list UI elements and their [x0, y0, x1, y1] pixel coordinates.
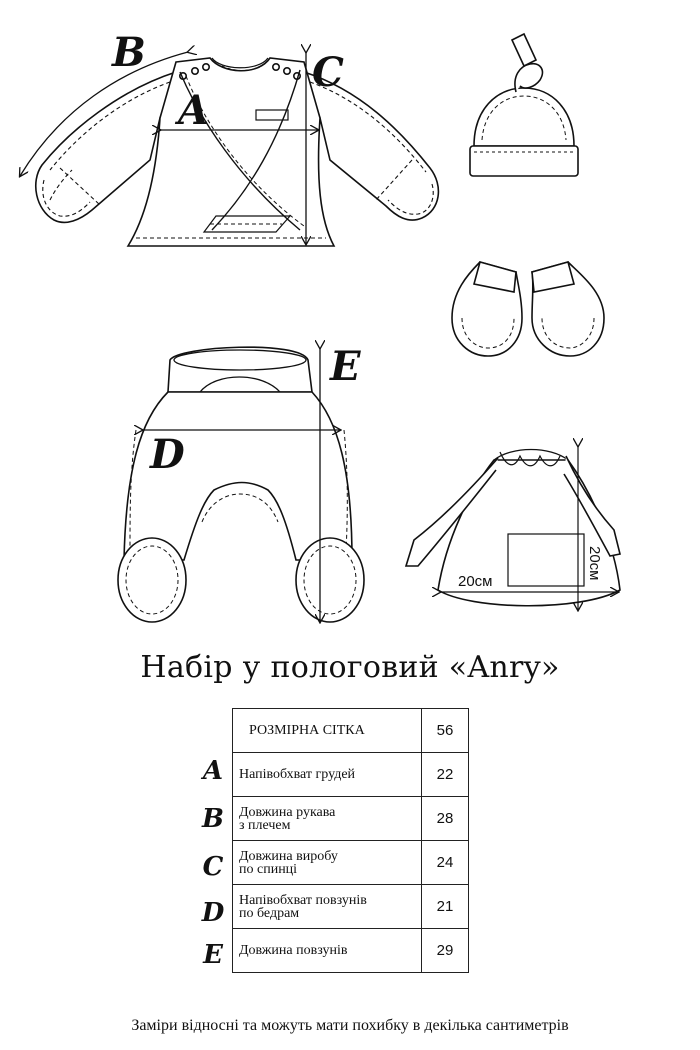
row-letter-c: C	[202, 852, 224, 882]
table-row	[233, 797, 469, 841]
pants-drawing	[118, 347, 364, 622]
row-label-line1: Напівобхват грудей	[239, 767, 356, 782]
table-header-row	[233, 709, 469, 753]
row-label	[233, 885, 422, 929]
row-label	[233, 797, 422, 841]
measure-label-c: C	[312, 49, 344, 96]
row-label-line1: Довжина виробу	[239, 848, 338, 864]
page-title: Набір у пологовий «Anry»	[140, 650, 560, 685]
measure-label-e: E	[330, 343, 361, 390]
row-label	[233, 841, 422, 885]
row-label-line1: Довжина повзунів	[239, 943, 348, 958]
row-label-line2: по бедрам	[239, 905, 300, 921]
row-value: 22	[422, 753, 469, 797]
measure-label-d: D	[150, 431, 185, 478]
table-row	[233, 753, 469, 797]
shirt-drawing	[20, 52, 438, 246]
row-label	[233, 929, 422, 973]
row-letter-b: B	[202, 804, 224, 834]
table-row	[233, 885, 469, 929]
row-label-line2: по спинці	[239, 861, 298, 877]
row-label-line1: Напівобхват повзунів	[239, 892, 367, 908]
bag-height-label: 20см	[586, 546, 603, 581]
table-row	[233, 841, 469, 885]
row-letter-d: D	[201, 898, 225, 928]
row-value: 29	[422, 929, 469, 973]
row-value: 28	[422, 797, 469, 841]
row-value: 21	[422, 885, 469, 929]
row-letter-a: A	[202, 756, 224, 786]
measure-label-a: A	[178, 87, 210, 134]
table-row	[233, 929, 469, 973]
hat-drawing	[470, 34, 578, 176]
row-letter-e: E	[203, 940, 223, 970]
bag-width-label: 20см	[458, 573, 493, 590]
footnote: Заміри відносні та можуть мати похибку в декілька сантиметрів	[131, 1017, 569, 1034]
row-label	[233, 753, 422, 797]
table-header-size: 56	[422, 709, 469, 753]
table-header-label: РОЗМІРНА СІТКА	[233, 709, 422, 753]
row-value: 24	[422, 841, 469, 885]
bag-drawing	[406, 446, 620, 610]
size-table	[232, 708, 469, 973]
mittens-drawing	[452, 262, 604, 356]
measure-label-b: B	[112, 29, 146, 76]
row-label-line2: з плечем	[239, 817, 291, 833]
row-label-line1: Довжина рукава	[239, 804, 336, 820]
